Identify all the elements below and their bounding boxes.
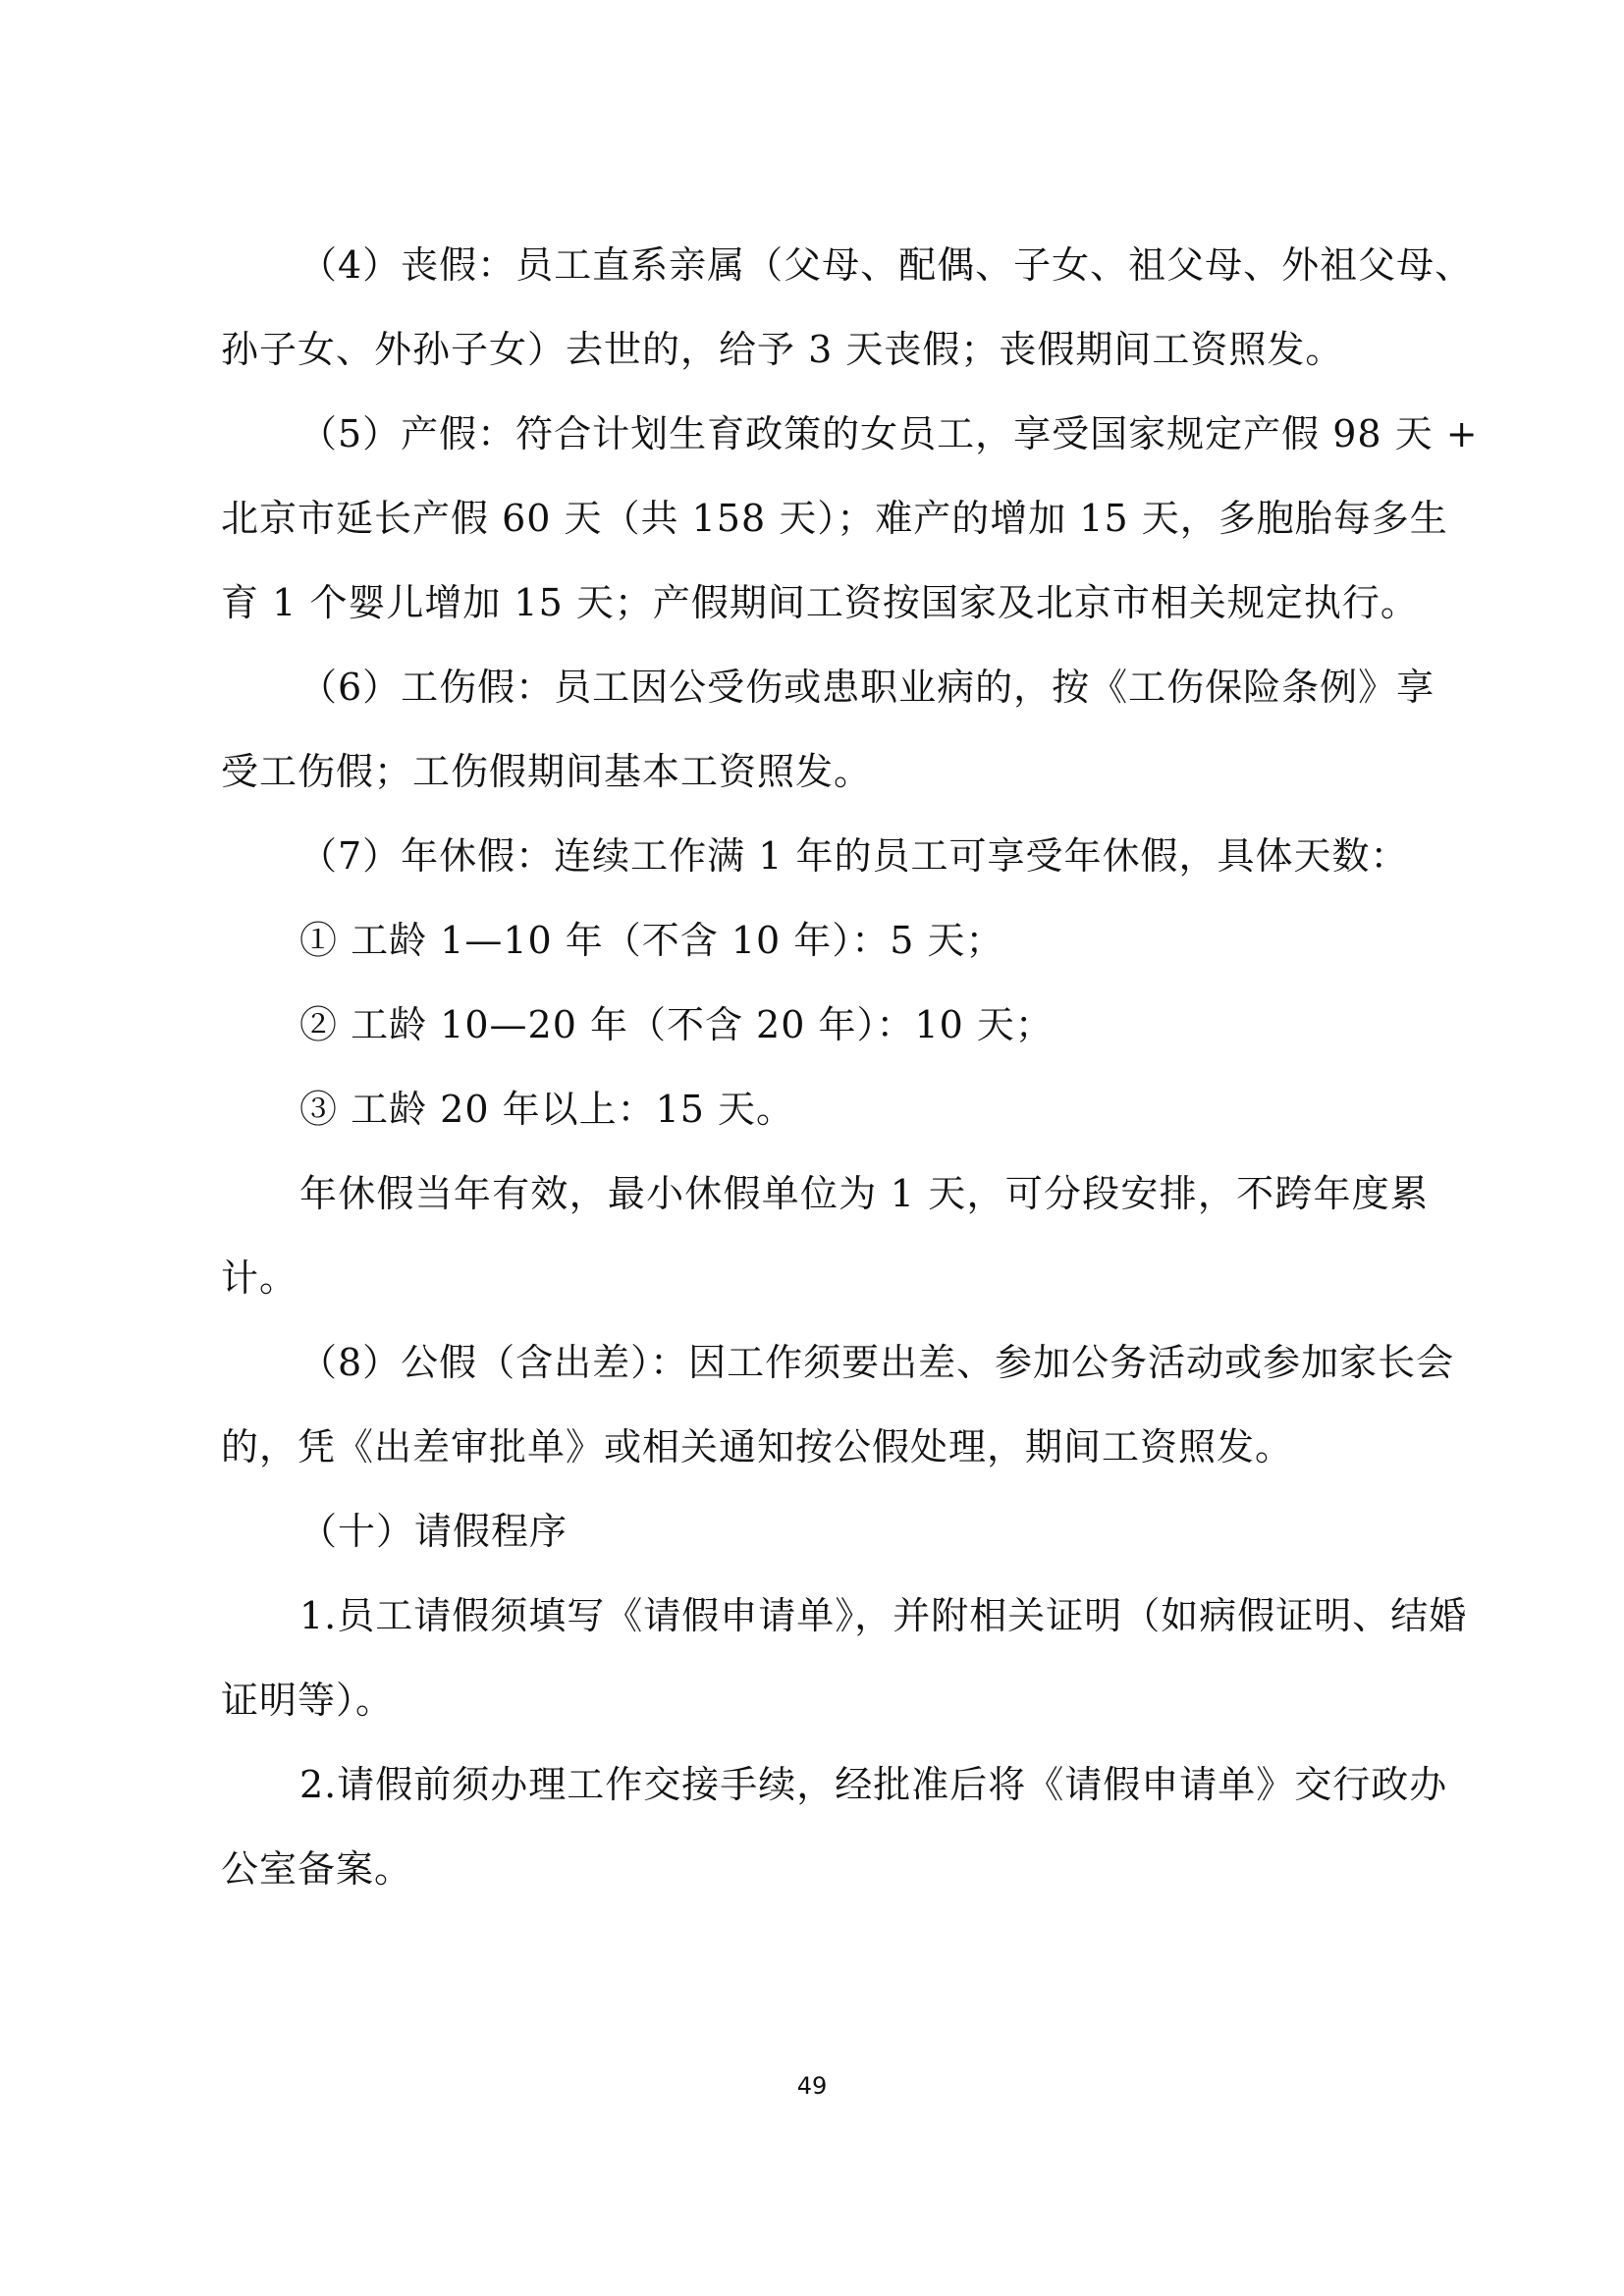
section-heading-leave-procedure: （十）请假程序 [299, 1510, 568, 1553]
text-line-maternity-leave: （5）产假：符合计划生育政策的女员工，享受国家规定产假 98 天 + [299, 412, 1479, 455]
page-number: 49 [796, 2072, 828, 2100]
text-line-procedure-1: 1.员工请假须填写《请假申请单》，并附相关证明（如病假证明、结婚 [299, 1594, 1468, 1637]
text-line-bereavement-leave-cont: 孙子女、外孙子女）去世的，给予 3 天丧假；丧假期间工资照发。 [221, 328, 1344, 371]
text-line-maternity-leave-cont-1: 北京市延长产假 60 天（共 158 天）；难产的增加 15 天，多胞胎每多生 [221, 497, 1448, 540]
list-item-annual-leave-1: ① 工龄 1—10 年（不含 10 年）：5 天； [299, 919, 1004, 962]
text-line-procedure-1-cont: 证明等）。 [221, 1679, 395, 1722]
list-item-annual-leave-3: ③ 工龄 20 年以上：15 天。 [299, 1088, 795, 1131]
text-line-official-leave: （8）公假（含出差）：因工作须要出差、参加公务活动或参加家长会 [299, 1341, 1455, 1384]
text-line-official-leave-cont: 的，凭《出差审批单》或相关通知按公假处理，期间工资照发。 [221, 1425, 1294, 1468]
text-line-annual-leave-rule-cont: 计。 [221, 1256, 298, 1300]
text-line-annual-leave: （7）年休假：连续工作满 1 年的员工可享受年休假，具体天数： [299, 834, 1409, 878]
text-line-maternity-leave-cont-2: 育 1 个婴儿增加 15 天；产假期间工资按国家及北京市相关规定执行。 [221, 581, 1419, 624]
text-line-bereavement-leave: （4）丧假：员工直系亲属（父母、配偶、子女、祖父母、外祖父母、 [299, 243, 1474, 287]
text-line-injury-leave-cont: 受工伤假；工伤假期间基本工资照发。 [221, 750, 873, 793]
text-line-injury-leave: （6）工伤假：员工因公受伤或患职业病的，按《工伤保险条例》享 [299, 666, 1435, 709]
list-item-annual-leave-2: ② 工龄 10—20 年（不含 20 年）：10 天； [299, 1003, 1054, 1046]
text-line-annual-leave-rule: 年休假当年有效，最小休假单位为 1 天，可分段安排，不跨年度累 [299, 1172, 1429, 1215]
text-line-procedure-2-cont: 公室备案。 [221, 1847, 413, 1891]
text-line-procedure-2: 2.请假前须办理工作交接手续，经批准后将《请假申请单》交行政办 [299, 1763, 1448, 1806]
